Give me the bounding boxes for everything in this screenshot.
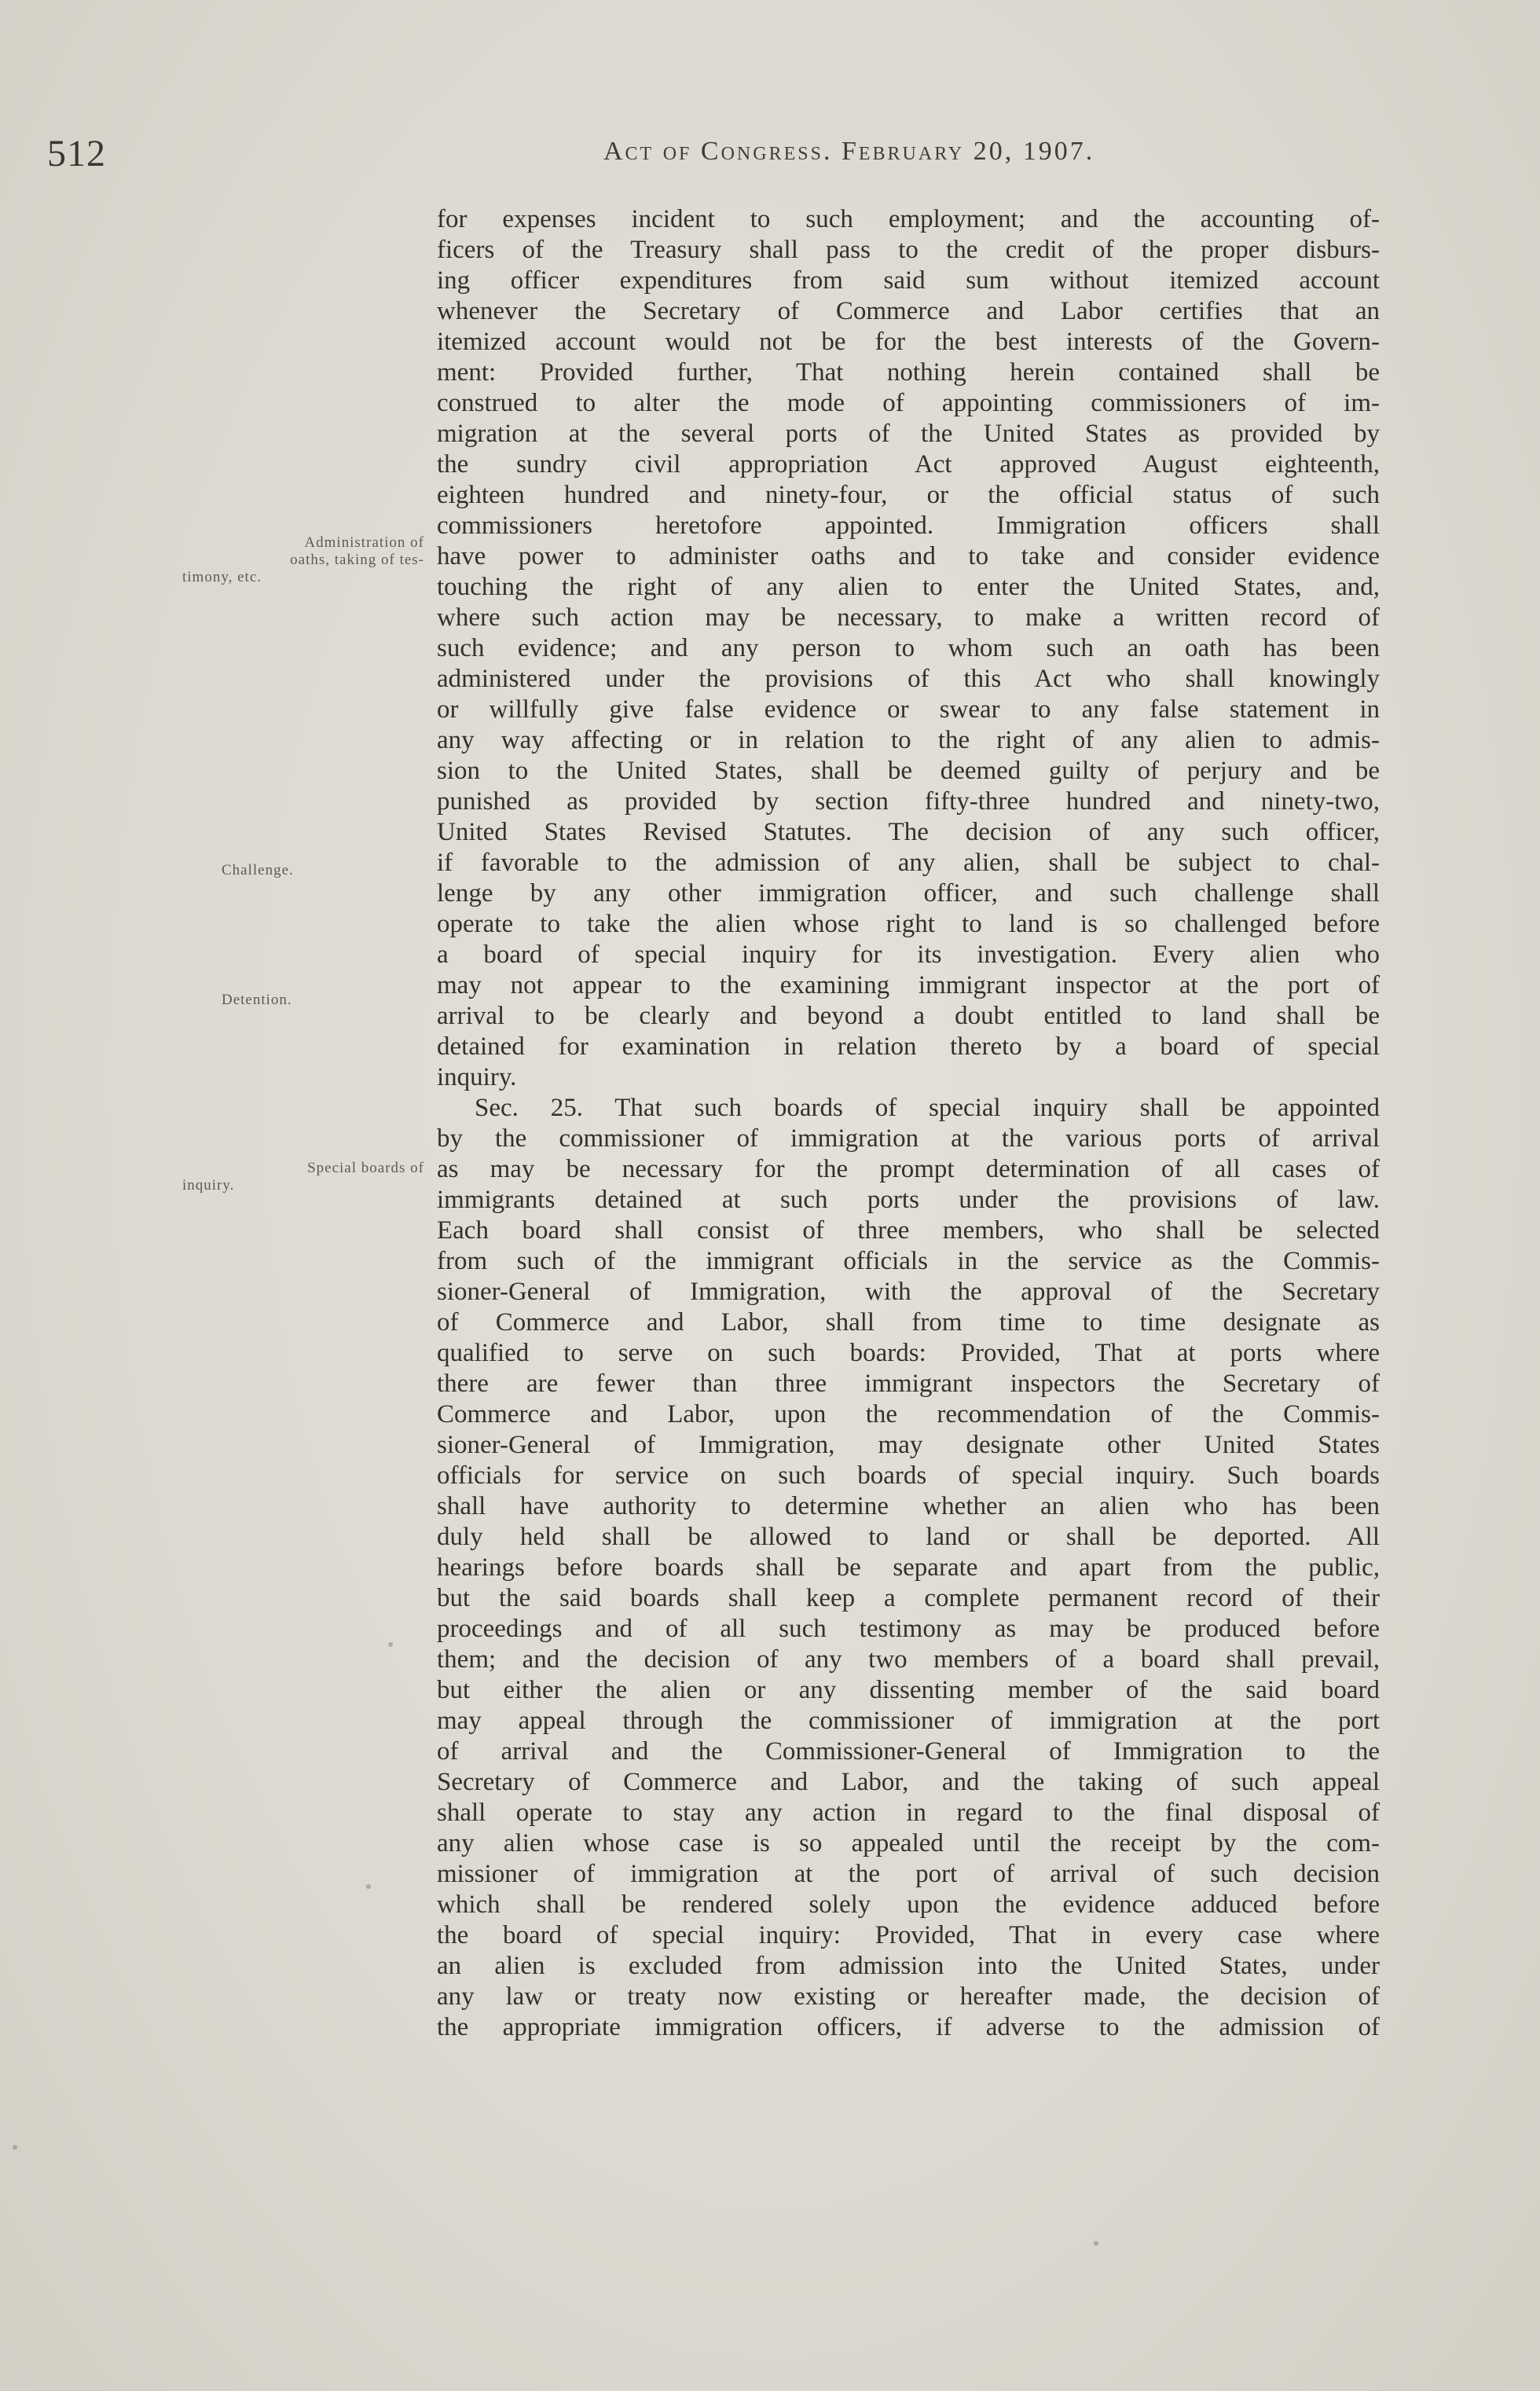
margin-note-line: Special boards of [307,1160,424,1176]
body-line: sioner-General of Immigration, may designate other United States [437,1431,1380,1459]
body-line: inquiry. [437,1063,517,1091]
margin-note-line: inquiry. [182,1177,235,1194]
body-line: duly held shall be allowed to land or shall be deported. All [437,1523,1380,1551]
margin-note-challenge [222,862,379,879]
body-line: Each board shall consist of three members, who shall be selected [437,1216,1380,1245]
body-line: where such action may be necessary, to make a written record of [437,603,1380,632]
body-line: commissioners heretofore appointed. Immigration officers shall [437,512,1380,540]
body-line: ment: Provided further, That nothing herein contained shall be [437,358,1380,387]
scan-speck [366,1884,371,1889]
margin-note-line: Challenge. [222,862,294,878]
body-line: if favorable to the admission of any alien, shall be subject to chal- [437,849,1380,877]
body-line: operate to take the alien whose right to land is so challenged before [437,910,1380,938]
body-line: Secretary of Commerce and Labor, and the taking of such appeal [437,1768,1380,1796]
body-line: have power to administer oaths and to take and consider evidence [437,542,1380,570]
body-line: missioner of immigration at the port of arrival of such decision [437,1860,1380,1888]
body-line: qualified to serve on such boards: Provided, That at ports where [437,1339,1380,1367]
body-text [437,204,1380,2043]
body-line: may appeal through the commissioner of immigration at the port [437,1707,1380,1735]
body-line: administered under the provisions of this Act who shall knowingly [437,665,1380,693]
body-line: detained for examination in relation thereto by a board of special [437,1032,1380,1061]
body-line: by the commissioner of immigration at the various ports of arrival [437,1124,1380,1153]
body-line: United States Revised Statutes. The decision of any such officer, [437,818,1380,846]
body-line: lenge by any other immigration officer, and such challenge shall [437,879,1380,908]
body-line: hearings before boards shall be separate and apart from the public, [437,1553,1380,1582]
body-line: of Commerce and Labor, shall from time to time designate as [437,1308,1380,1337]
body-line: shall operate to stay any action in regard to the final disposal of [437,1799,1380,1827]
body-line: them; and the decision of any two members of a board shall prevail, [437,1645,1380,1674]
body-line: but the said boards shall keep a complete permanent record of their [437,1584,1380,1612]
body-line: ing officer expenditures from said sum without itemized account [437,266,1380,295]
margin-note-detention [222,992,379,1009]
body-line: the appropriate immigration officers, if adverse to the admission of [437,2013,1380,2041]
scan-speck [1094,2241,1098,2246]
body-line: the board of special inquiry: Provided, That in every case where [437,1921,1380,1949]
body-line: from such of the immigrant officials in the service as the Commis- [437,1247,1380,1275]
body-line: whenever the Secretary of Commerce and Labor certifies that an [437,297,1380,325]
section-heading-line: Sec. 25. That such boards of special inquiry shall be appointed [475,1094,1380,1122]
body-line: any law or treaty now existing or hereafter made, the decision of [437,1982,1380,2011]
body-line: there are fewer than three immigrant inspectors the Secretary of [437,1370,1380,1398]
body-line: for expenses incident to such employment; and the accounting of- [437,205,1380,233]
scan-speck [13,2145,17,2150]
body-line: immigrants detained at such ports under the provisions of law. [437,1186,1380,1214]
body-line: itemized account would not be for the best interests of the Govern- [437,328,1380,356]
body-line: as may be necessary for the prompt determination of all cases of [437,1155,1380,1183]
body-line: arrival to be clearly and beyond a doubt entitled to land shall be [437,1002,1380,1030]
body-line: punished as provided by section fifty-three hundred and ninety-two, [437,787,1380,816]
margin-note-line: Administration of [304,534,424,551]
body-line: any way affecting or in relation to the right of any alien to admis- [437,726,1380,754]
running-head: Act of Congress. February 20, 1907. [603,137,1095,166]
margin-note-special-boards-of-inquiry [179,1160,424,1194]
margin-note-line: oaths, taking of tes- [290,552,424,568]
margin-note-administration-of-oaths [179,534,424,586]
body-line: ficers of the Treasury shall pass to the credit of the proper disburs- [437,236,1380,264]
page-header [47,132,1383,179]
body-line: migration at the several ports of the United States as provided by [437,420,1380,448]
body-line: a board of special inquiry for its investigation. Every alien who [437,941,1380,969]
body-line: eighteen hundred and ninety-four, or the official status of such [437,481,1380,509]
body-line: such evidence; and any person to whom such an oath has been [437,634,1380,662]
body-line: proceedings and of all such testimony as may be produced before [437,1615,1380,1643]
body-line: an alien is excluded from admission into the United States, under [437,1952,1380,1980]
body-line: may not appear to the examining immigrant inspector at the port of [437,971,1380,999]
body-line: or willfully give false evidence or swear to any false statement in [437,695,1380,724]
body-line: shall have authority to determine whether an alien who has been [437,1492,1380,1520]
body-line: construed to alter the mode of appointing commissioners of im- [437,389,1380,417]
body-line: but either the alien or any dissenting member of the said board [437,1676,1380,1704]
body-line: Commerce and Labor, upon the recommendation of the Commis- [437,1400,1380,1428]
scan-speck [388,1642,393,1647]
margin-note-line: timony, etc. [182,569,262,585]
body-line: which shall be rendered solely upon the evidence adduced before [437,1890,1380,1919]
body-line: any alien whose case is so appealed until the receipt by the com- [437,1829,1380,1857]
page-number: 512 [47,133,106,174]
body-line: sioner-General of Immigration, with the approval of the Secretary [437,1278,1380,1306]
margin-note-line: Detention. [222,992,292,1008]
body-line: sion to the United States, shall be deemed guilty of perjury and be [437,757,1380,785]
body-line: the sundry civil appropriation Act approved August eighteenth, [437,450,1380,479]
body-line: officials for service on such boards of special inquiry. Such boards [437,1461,1380,1490]
body-line: touching the right of any alien to enter the United States, and, [437,573,1380,601]
body-line: of arrival and the Commissioner-General of Immigration to the [437,1737,1380,1766]
